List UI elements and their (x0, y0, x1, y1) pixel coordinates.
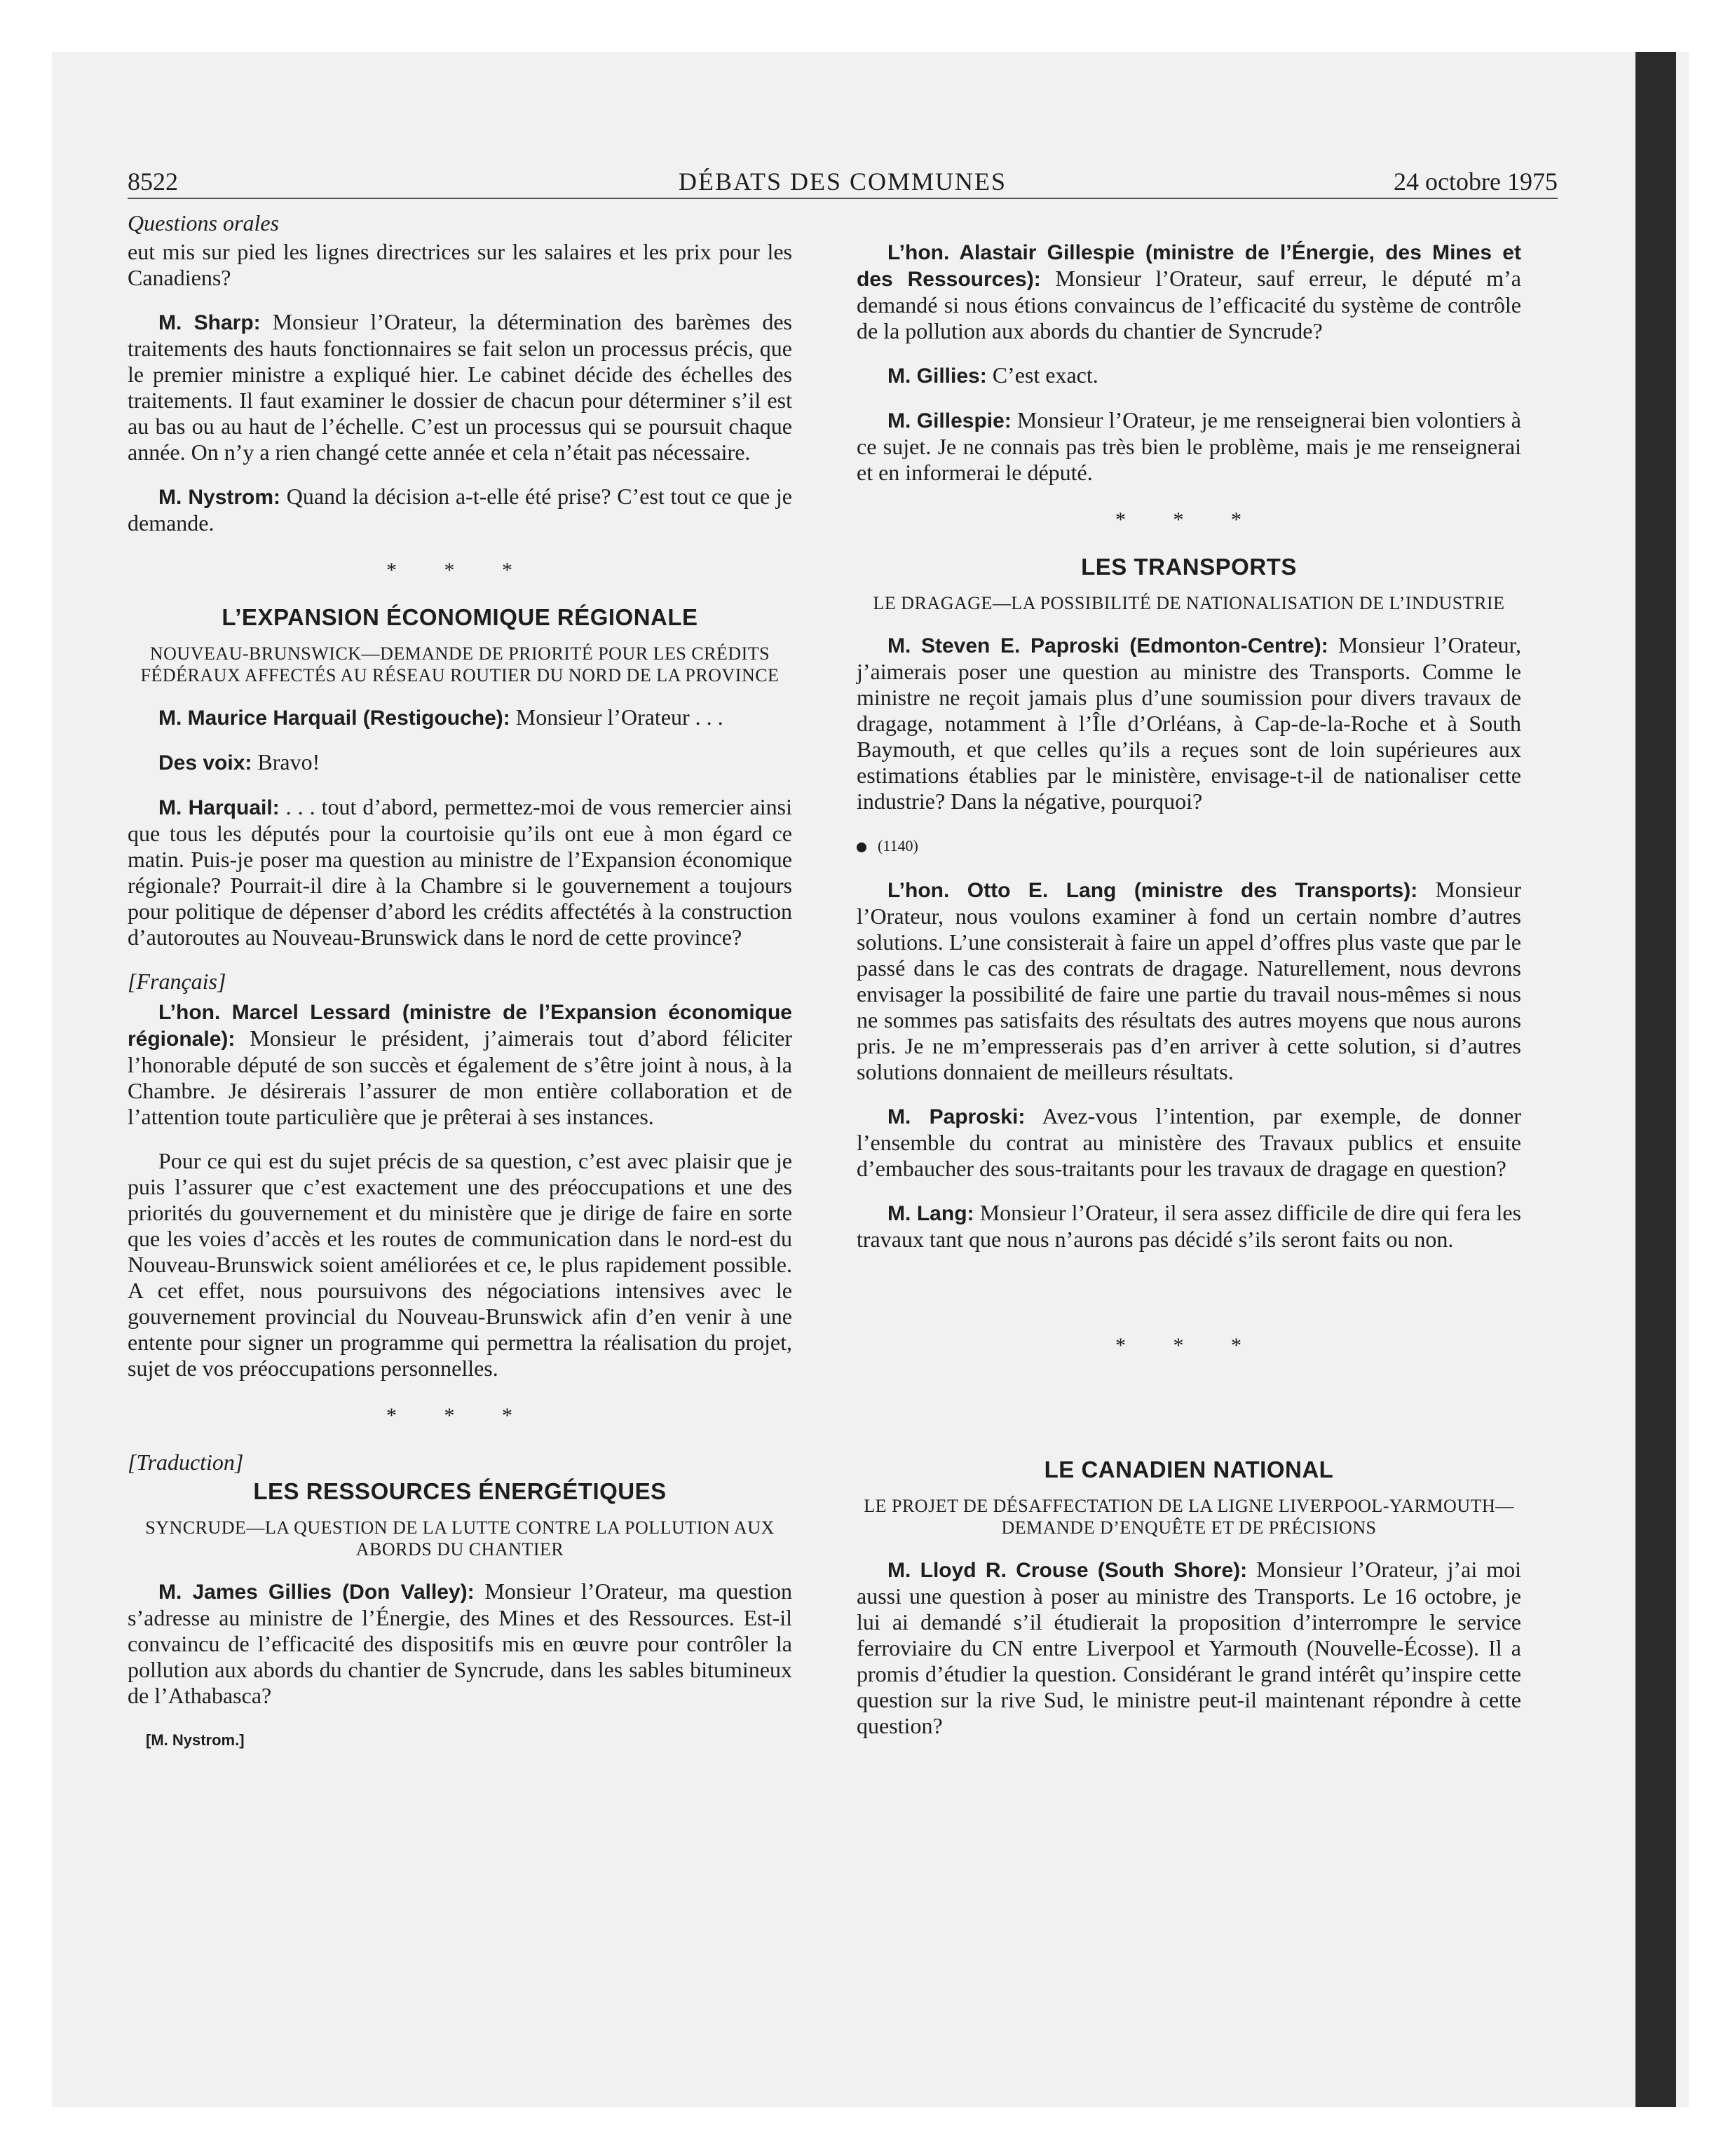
paragraph: eut mis sur pied les lignes directrices sur les salaires et les prix pour les Canadiens? (128, 239, 792, 290)
section-subheading: LE PROJET DE DÉSAFFECTATION DE LA LIGNE LIVERPOOL-YARMOUTH—DEMANDE D’ENQUÊTE ET DE PRÉCISIONS (864, 1496, 1514, 1538)
section-subheading: SYNCRUDE—LA QUESTION DE LA LUTTE CONTRE LA POLLUTION AUX ABORDS DU CHANTIER (145, 1517, 775, 1560)
paragraph: M. Lloyd R. Crouse (South Shore): Monsieur l’Orateur, j’ai moi aussi une question à poser au ministre des Transports. Le 16 octobre, je lui ai demandé s’il étudierait la proposition d’interrompre le service ferroviaire du CN entre Liverpool et Yarmouth (Nouvelle-Écosse). Il a promis d’étudier la question. Considérant le grand intérêt qu’inspire cette question sur la rive Sud, le ministre peut-il maintenant répondre à cette question? (857, 1557, 1521, 1738)
section-divider: * * * (1115, 1334, 1263, 1357)
running-head (128, 167, 1558, 199)
speaker: M. Gillies: (887, 364, 987, 388)
section-subheading: NOUVEAU-BRUNSWICK—DEMANDE DE PRIORITÉ POUR LES CRÉDITS FÉDÉRAUX AFFECTÉS AU RÉSEAU ROUTIER DU NORD DE LA PROVINCE (140, 643, 780, 685)
paragraph: Des voix: Bravo! (158, 749, 320, 775)
section-heading: LES TRANSPORTS (1081, 554, 1297, 580)
section-label: Questions orales (128, 210, 279, 236)
scan-edge-shadow (1635, 52, 1676, 2107)
paragraph: M. Harquail: . . . tout d’abord, permettez-moi de vous remercier ainsi que tous les députés pour la courtoisie qu’ils ont eue à mon égard ce matin. Puis-je poser ma question au ministre de l’Expansion économique régionale? Pourrait-il dire à la Chambre si le gouvernement a toujours pour politique de dépenser d’abord les crédits affectétés à la construction d’autoroutes au Nouveau-Brunswick dans le nord de cette province? (128, 794, 793, 950)
section-divider: * * * (1115, 508, 1263, 531)
speaker: M. Lang: (887, 1202, 974, 1225)
speaker: L’hon. Alastair Gillespie (ministre de l’Énergie, des Mines et des Ressources): (857, 241, 1521, 291)
language-marker: [Français] (128, 969, 226, 994)
section-heading: L’EXPANSION ÉCONOMIQUE RÉGIONALE (222, 604, 698, 630)
continuation-note: [M. Nystrom.] (146, 1731, 245, 1749)
speaker: M. Paproski: (887, 1105, 1026, 1128)
speaker: M. Harquail: (158, 796, 280, 819)
bullet-icon (857, 842, 866, 852)
paragraph: M. Gillespie: Monsieur l’Orateur, je me renseignerai bien volontiers à ce sujet. Je ne connais pas très bien le problème, mais je me renseignerai et en informerai le député. (857, 407, 1521, 485)
right-column (857, 210, 1521, 1757)
paragraph: L’hon. Marcel Lessard (ministre de l’Expansion économique régionale): Monsieur le président, j’aimerais tout d’abord féliciter l’honorable député de son succès et également de s’être joint à nous, à la Chambre. Je désirerais l’assurer de mon entière collaboration et de l’attention toute particulière que je prêterai à ses instances. (128, 1001, 792, 1129)
section-subheading: LE DRAGAGE—LA POSSIBILITÉ DE NATIONALISATION DE L’INDUSTRIE (873, 593, 1505, 613)
language-marker: [Traduction] (128, 1449, 244, 1475)
page-number: 8522 (128, 168, 178, 196)
left-column (128, 210, 792, 1753)
paragraph: M. Gillies: C’est exact. (887, 362, 1098, 388)
paragraph: M. Nystrom: Quand la décision a-t-elle été prise? C’est tout ce que je demande. (128, 484, 792, 535)
time-marker: (1140) (857, 833, 1521, 859)
paragraph: M. Sharp: Monsieur l’Orateur, la détermination des barèmes des traitements des hauts fonctionnaires se fait selon un processus précis, que le premier ministre a expliqué hier. Le cabinet décide des échelles des traitements. Il faut examiner le dossier de chacun pour déterminer s’il est au bas ou au haut de l’échelle. C’est un processus qui se poursuit chaque année. On n’y a rien changé cette année et cela n’était pas nécessaire. (128, 309, 793, 465)
speaker: M. Sharp: (158, 311, 261, 334)
speaker: L’hon. Otto E. Lang (ministre des Transports): (887, 879, 1418, 902)
paragraph: Pour ce qui est du sujet précis de sa question, c’est avec plaisir que je puis l’assurer que c’est exactement une des préoccupations et une des priorités du gouvernement et du ministère que je dirige de faire en sorte que les voies d’accès et les routes de communication dans le nord-est du Nouveau-Brunswick soient améliorées et ce, le plus rapidement possible. A cet effet, nous poursuivons des négociations intensives avec le gouvernement provincial du Nouveau-Brunswick afin d’en venir à une entente pour signer un programme qui permettra la réalisation du projet, sujet de vos préoccupations personnelles. (128, 1148, 792, 1381)
paragraph: L’hon. Alastair Gillespie (ministre de l’Énergie, des Mines et des Ressources): Monsieur l’Orateur, sauf erreur, le député m’a demandé si nous étions convaincus de l’efficacité du système de contrôle de la pollution aux abords du chantier de Syncrude? (857, 241, 1522, 343)
speaker: M. Lloyd R. Crouse (South Shore): (887, 1559, 1248, 1582)
section-heading: LES RESSOURCES ÉNERGÉTIQUES (253, 1478, 667, 1504)
paragraph: M. Paproski: Avez-vous l’intention, par exemple, de donner l’ensemble du contrat au ministère des Travaux publics et ensuite d’embaucher des sous-traitants pour les travaux de dragage en question? (857, 1103, 1522, 1181)
paragraph: M. Steven E. Paproski (Edmonton-Centre): Monsieur l’Orateur, j’aimerais poser une question au ministre des Transports. Comme le ministre ne reçoit jamais plus d’une soumission pour divers travaux de dragage, notamment à l’Île d’Orléans, à Cap-de-la-Roche et à South Baymouth, et que celles qu’ils a reçues sont de loin supérieures aux estimations établies par le ministère, envisage-t-il de nationaliser cette industrie? Dans la négative, pourquoi? (857, 632, 1521, 814)
issue-date: 24 octobre 1975 (1394, 168, 1558, 196)
paragraph: M. Lang: Monsieur l’Orateur, il sera assez difficile de dire qui fera les travaux tant que nous n’aurons pas décidé s’ils seront faits ou non. (857, 1200, 1522, 1252)
speaker: M. Nystrom: (158, 486, 281, 509)
paragraph: M. Maurice Harquail (Restigouche): Monsieur l’Orateur . . . (158, 704, 723, 730)
speaker: Des voix: (158, 751, 252, 775)
journal-title: DÉBATS DES COMMUNES (678, 168, 1007, 196)
section-divider: * * * (386, 559, 533, 582)
speaker: L’hon. Marcel Lessard (ministre de l’Expansion économique régionale): (128, 1001, 792, 1051)
speaker: M. Gillespie: (887, 409, 1012, 432)
speaker: M. Maurice Harquail (Restigouche): (158, 707, 510, 730)
section-divider: * * * (386, 1404, 533, 1427)
paragraph: L’hon. Otto E. Lang (ministre des Transports): Monsieur l’Orateur, nous voulons examiner à fond un certain nombre d’autres solutions. L’une consisterait à faire un appel d’offres plus vaste que par le passé dans le cas des contrats de dragage. Naturellement, nous devrons envisager la possibilité de faire une partie du travail nous-mêmes si nous ne sommes pas satisfaits des résultats des autres moyens que nous aurons pris. Je ne m’empresserais pas d’en arriver à cette solution, si d’autres solutions donnaient de meilleurs résultats. (857, 877, 1521, 1084)
speaker: M. Steven E. Paproski (Edmonton-Centre): (887, 634, 1328, 657)
paragraph: M. James Gillies (Don Valley): Monsieur l’Orateur, ma question s’adresse au ministre de l’Énergie, des Mines et des Ressources. Est-il convaincu de l’efficacité des dispositifs mis en œuvre pour contrôler la pollution aux abords du chantier de Syncrude, dans les sables bitumineux de l’Athabasca? (128, 1578, 792, 1708)
section-heading: LE CANADIEN NATIONAL (1044, 1456, 1334, 1482)
speaker: M. James Gillies (Don Valley): (158, 1581, 475, 1604)
